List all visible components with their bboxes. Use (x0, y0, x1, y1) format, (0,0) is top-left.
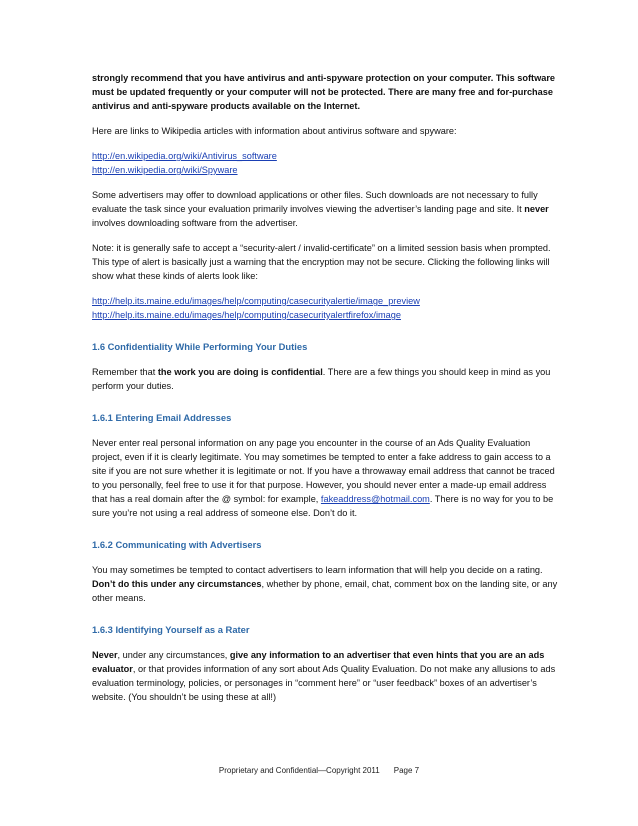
rater-text-a: , under any circumstances, (117, 650, 230, 660)
downloads-text-a: Some advertisers may offer to download applications or other files. Such downloads are not necessary to fully evaluate the task since your evaluation primarily involves viewing the advertiser’s landing page and site. It (92, 190, 538, 214)
email-text-a: Never enter real personal information on any page you encounter in the course of an Ads Quality Evaluation project, even if it is clearly legitimate. You may sometimes be tempted to enter a fake address to gain access to a site if you are not sure whether it is legitimate or not. If you have a throwaway email address that cannot be traced to you personally, feel free to use it for that purpose. However, you should never enter a made-up email address that has a real domain after the @ symbol: for example, (92, 438, 555, 504)
antivirus-wiki-link[interactable]: http://en.wikipedia.org/wiki/Antivirus_software (92, 151, 277, 161)
alert-links (92, 294, 562, 322)
firefox-alert-link[interactable]: http://help.its.maine.edu/images/help/computing/casecurityalertfirefox/image (92, 310, 401, 320)
confidentiality-text-a: Remember that (92, 367, 158, 377)
document-body (92, 71, 562, 715)
confidentiality-emph: the work you are doing is confidential (157, 367, 323, 377)
rater-text-b: , or that provides information of any sort about Ads Quality Evaluation. Do not make any allusions to ads evaluation terminology, policies, or personages in “comment here” or “user feedback” boxes of an advertiser’s website. (You shouldn’t be using these at all!) (92, 664, 556, 702)
copyright-text: Proprietary and Confidential—Copyright 2011 (218, 766, 380, 775)
rater-paragraph (92, 648, 562, 704)
spyware-wiki-link[interactable]: http://en.wikipedia.org/wiki/Spyware (92, 165, 238, 175)
rater-emph-2: give any information to an advertiser that even hints that you are an ads evaluator (92, 650, 545, 674)
security-alert-note: Note: it is generally safe to accept a “security-alert / invalid-certificate” on a limited session basis when prompted. This type of alert is basically just a warning that the encryption may not be secure. Clicking the following links will show what these kinds of alerts look like: (92, 243, 551, 281)
rater-emph-1: Never (92, 650, 118, 660)
confidentiality-paragraph (92, 365, 562, 393)
page-number: Page 7 (393, 766, 420, 775)
heading-1-6: 1.6 Confidentiality While Performing Your Duties (92, 341, 308, 352)
fake-email-link[interactable]: fakeaddress@hotmail.com (320, 494, 430, 504)
confidentiality-text-b: . There are a few things you should keep in mind as you perform your duties. (92, 367, 551, 391)
downloads-text-b: involves downloading software from the advertiser. (92, 218, 298, 228)
wikipedia-intro: Here are links to Wikipedia articles with information about antivirus software and spyware: (92, 126, 457, 136)
heading-1-6-1: 1.6.1 Entering Email Addresses (92, 412, 232, 423)
page-footer (0, 766, 638, 775)
downloads-emph: never (524, 204, 549, 214)
wikipedia-links (92, 149, 562, 177)
advertisers-paragraph (92, 563, 562, 605)
heading-1-6-2: 1.6.2 Communicating with Advertisers (92, 539, 262, 550)
advertisers-text-b: , whether by phone, email, chat, comment box on the landing site, or any other means. (92, 579, 558, 603)
heading-1-6-3: 1.6.3 Identifying Yourself as a Rater (92, 624, 250, 635)
downloads-paragraph (92, 188, 562, 230)
email-paragraph (92, 436, 562, 520)
advertisers-text-a: You may sometimes be tempted to contact advertisers to learn information that will help you decide on a rating. (92, 565, 543, 575)
antivirus-recommendation: strongly recommend that you have antivirus and anti-spyware protection on your computer. This software must be updated frequently or your computer will not be protected. There are many free and for-purchase antivirus and anti-spyware products available on the Internet. (92, 73, 556, 111)
ie-alert-link[interactable]: http://help.its.maine.edu/images/help/computing/casecurityalertie/image_preview (92, 296, 420, 306)
advertisers-emph: Don’t do this under any circumstances (92, 579, 262, 589)
email-text-b: . There is no way for you to be sure you’re not using a real address of someone else. Don’t do it. (92, 494, 554, 518)
